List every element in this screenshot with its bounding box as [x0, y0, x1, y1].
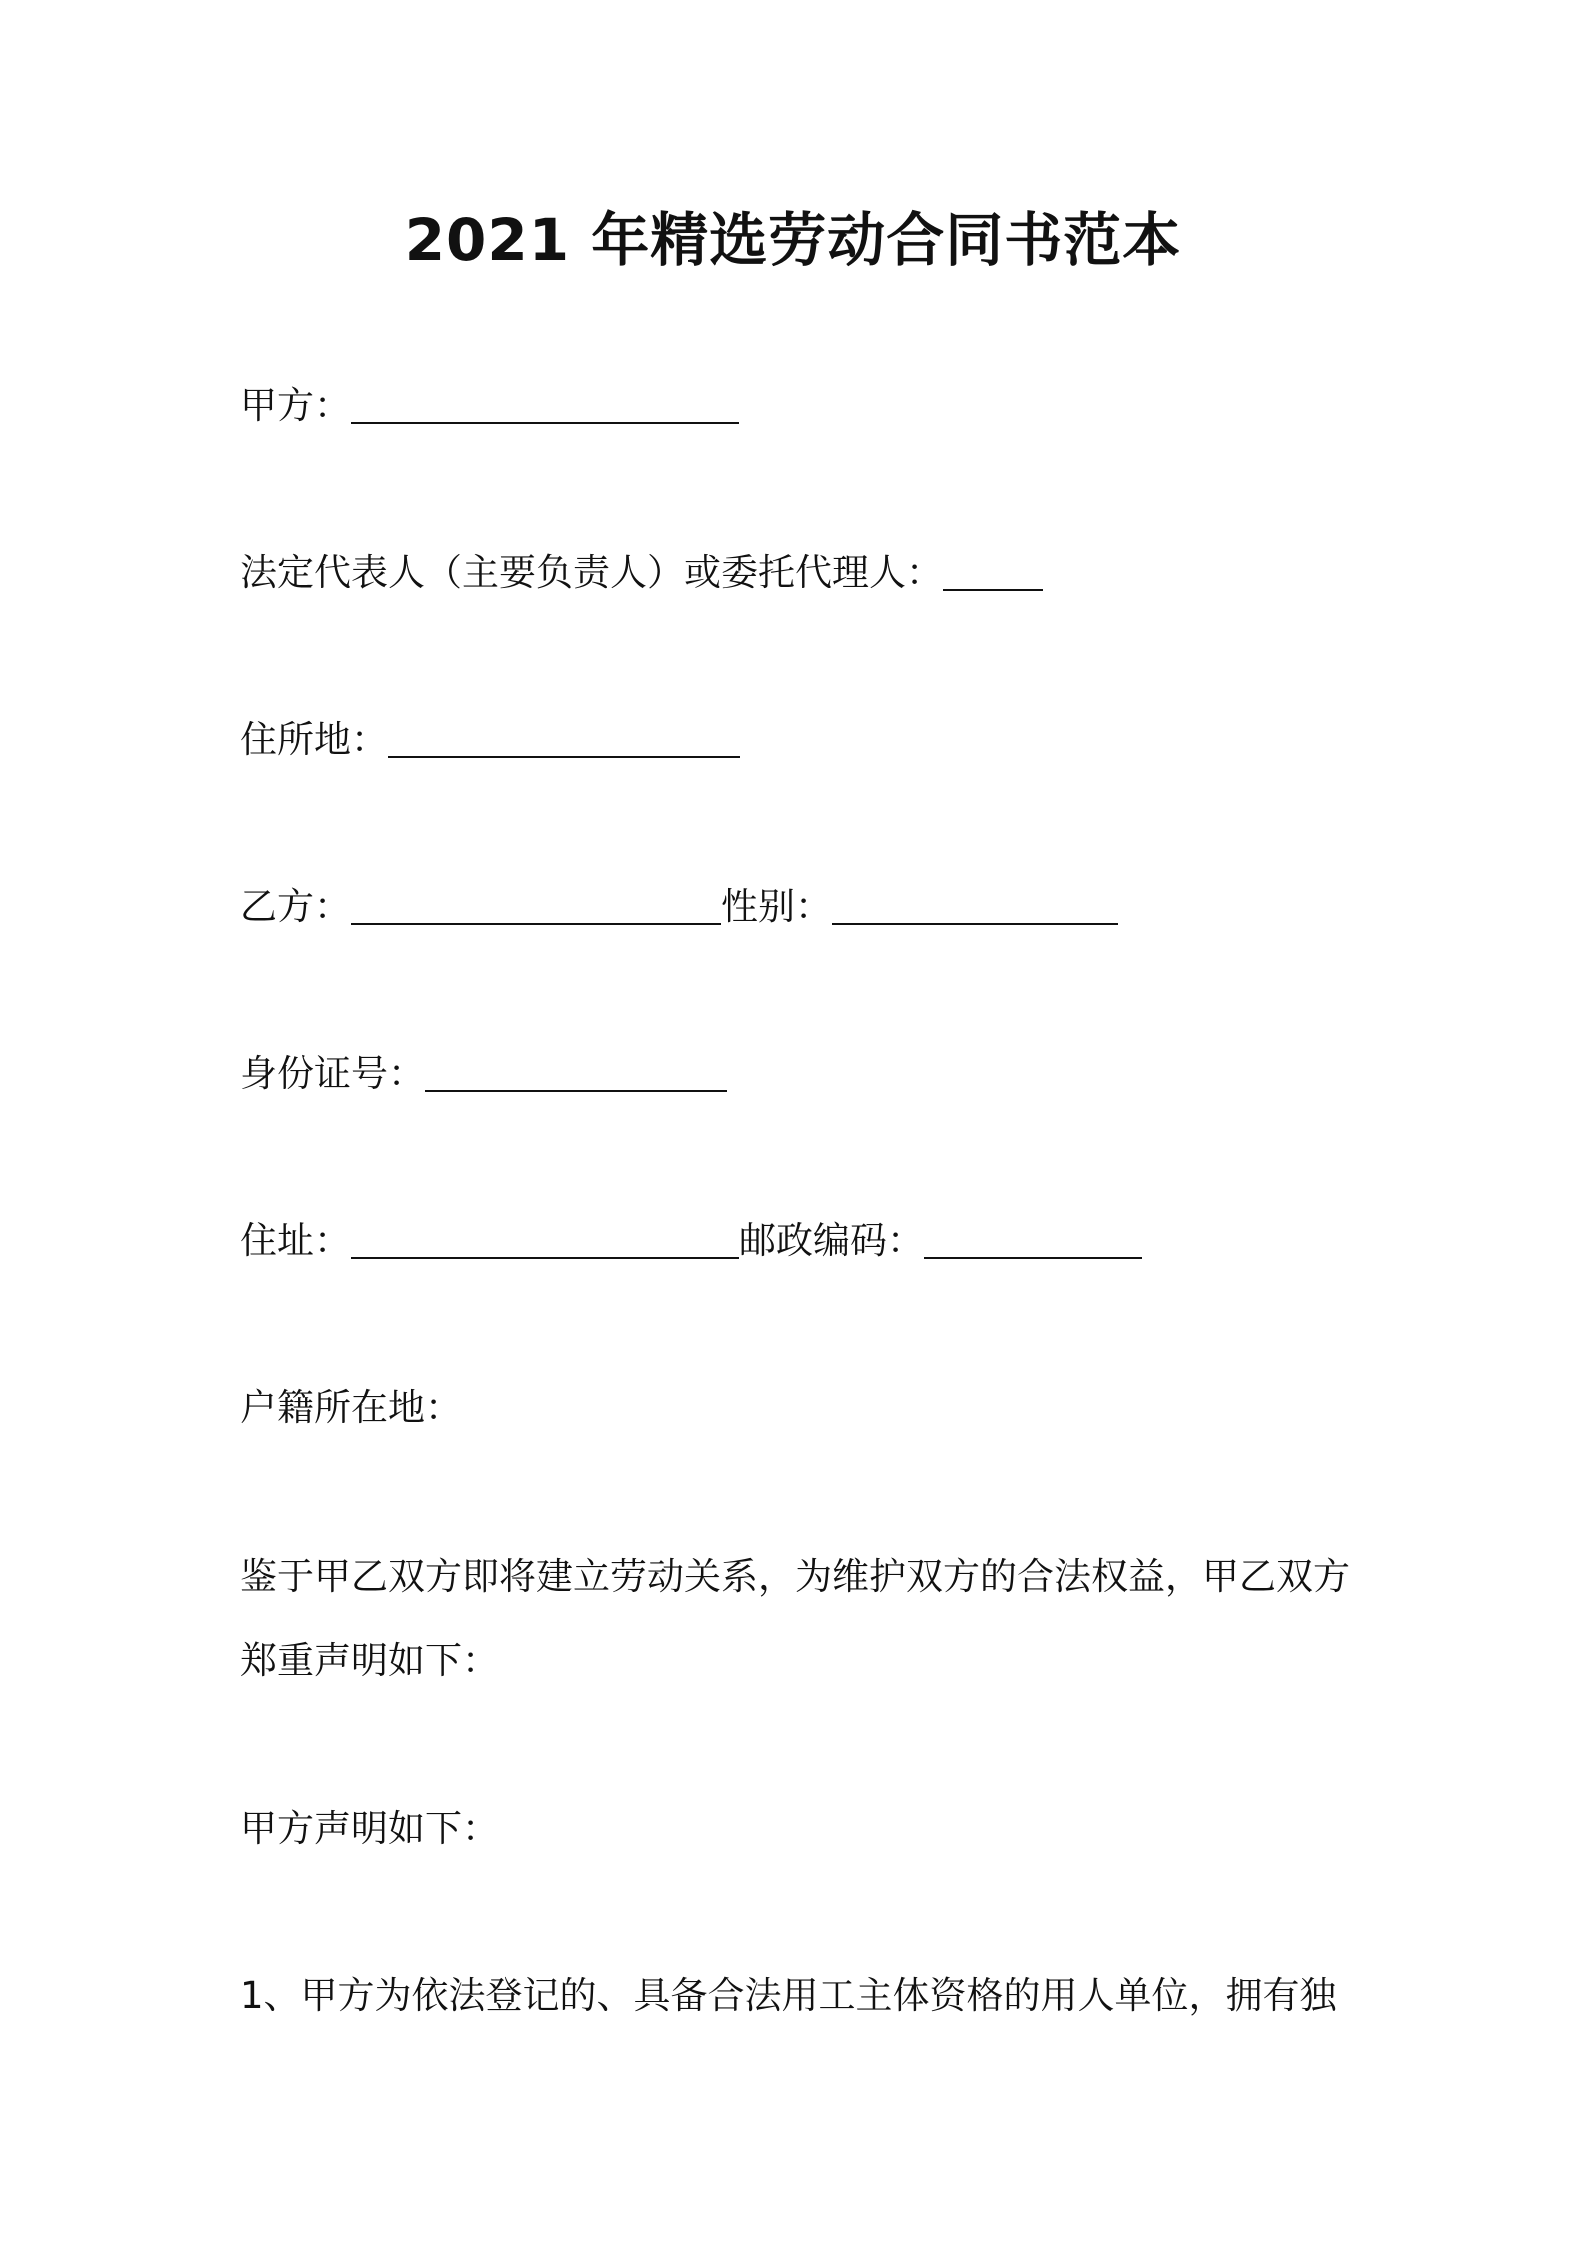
residence-blank[interactable]	[388, 716, 740, 758]
party-b-label: 乙方：	[240, 885, 351, 928]
household-register-line	[240, 1380, 462, 1436]
address-label: 住址：	[240, 1219, 351, 1262]
postal-code-label: 邮政编码：	[739, 1219, 924, 1262]
party-b-line	[240, 879, 1118, 935]
household-register-label: 户籍所在地：	[240, 1386, 462, 1429]
id-number-line	[240, 1046, 727, 1102]
legal-rep-blank[interactable]	[943, 549, 1043, 591]
party-a-line	[240, 378, 739, 434]
gender-label: 性别：	[721, 885, 832, 928]
id-number-label: 身份证号：	[240, 1052, 425, 1095]
party-b-blank[interactable]	[351, 883, 721, 925]
party-a-blank[interactable]	[351, 382, 739, 424]
residence-line	[240, 712, 740, 768]
legal-rep-label: 法定代表人（主要负责人）或委托代理人：	[240, 551, 943, 594]
legal-rep-line	[240, 545, 1043, 601]
document-title: 2021 年精选劳动合同书范本	[404, 206, 1182, 274]
party-a-label: 甲方：	[240, 384, 351, 427]
declaration-intro-paragraph: 鉴于甲乙双方即将建立劳动关系，为维护双方的合法权益，甲乙双方郑重声明如下：	[240, 1555, 1350, 1682]
id-number-blank[interactable]	[425, 1050, 727, 1092]
gender-blank[interactable]	[832, 883, 1118, 925]
party-a-declaration-heading: 甲方声明如下：	[240, 1807, 499, 1850]
address-line	[240, 1213, 1142, 1269]
postal-code-blank[interactable]	[924, 1217, 1142, 1259]
address-blank[interactable]	[351, 1217, 739, 1259]
residence-label: 住所地：	[240, 718, 388, 761]
item-1-paragraph: 1、甲方为依法登记的、具备合法用工主体资格的用人单位，拥有独	[240, 1974, 1337, 2017]
